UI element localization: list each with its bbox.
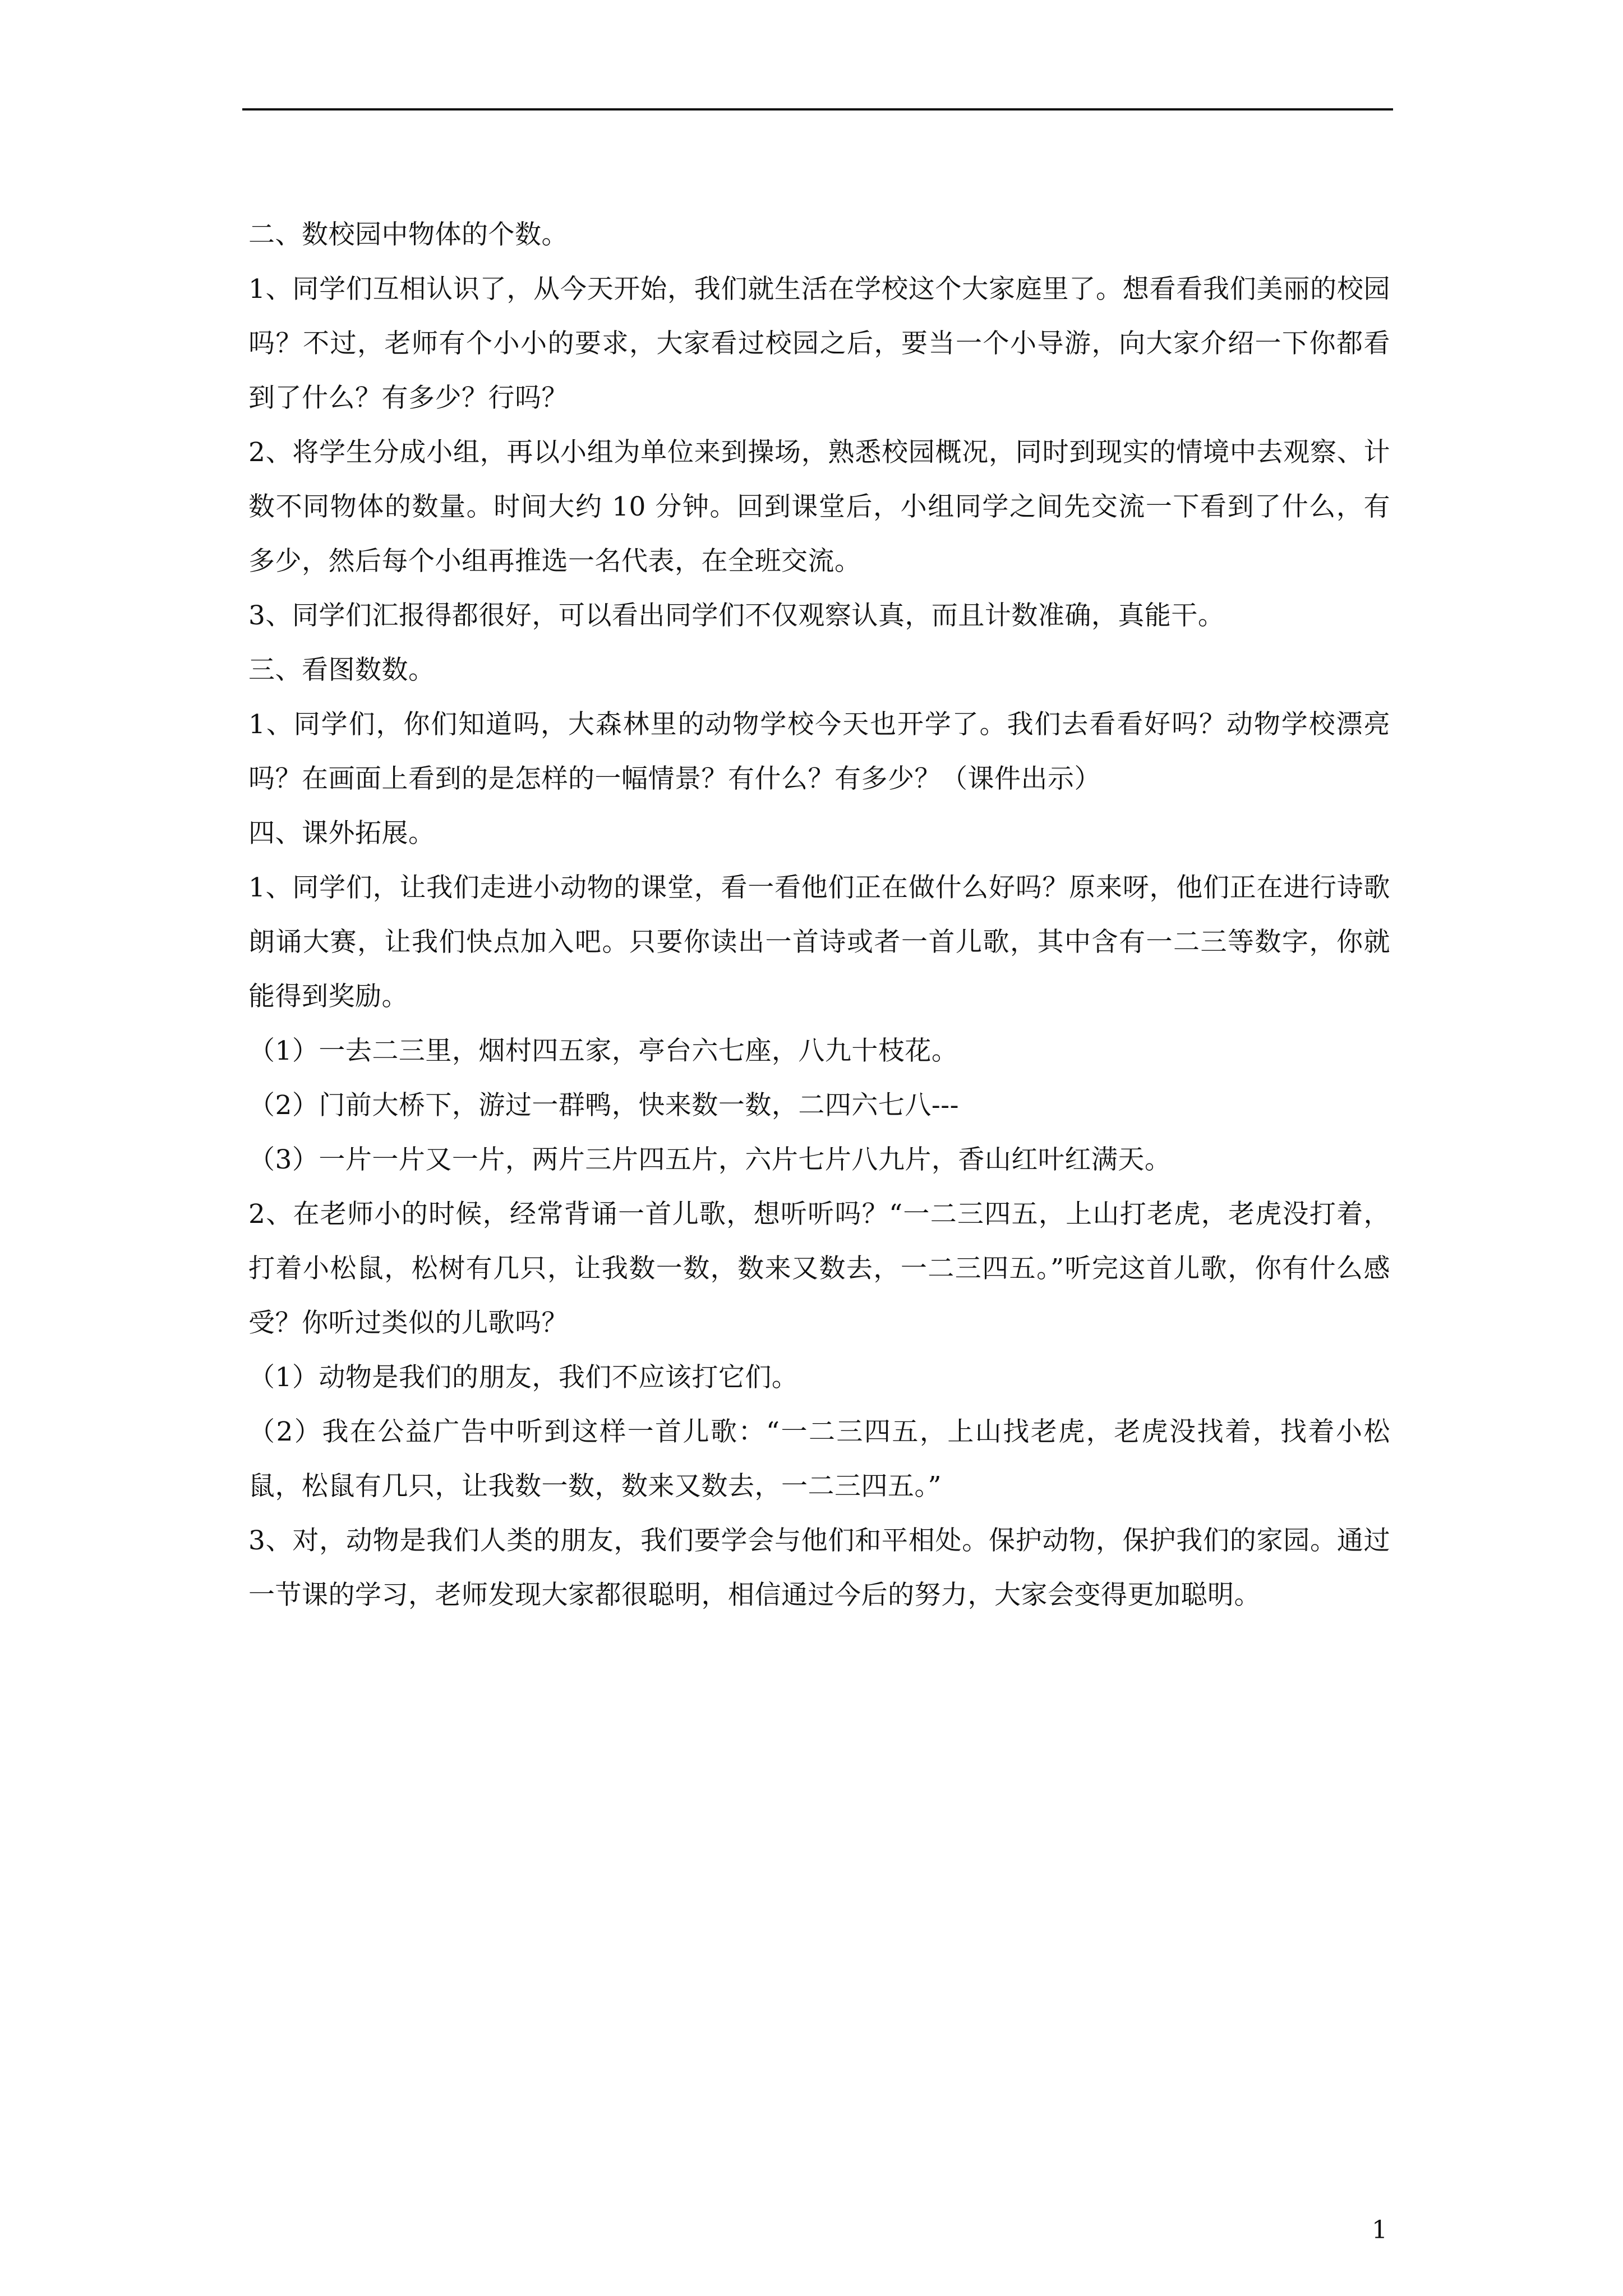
document-body [248, 208, 1390, 1622]
poem-line: （1）一去二三里，烟村四五家，亭台六七座，八九十枝花。 [248, 1036, 958, 1066]
response-line: （2）我在公益广告中听到这样一首儿歌：“一二三四五，上山找老虎，老虎没找着，找着小松鼠，松鼠有几只，让我数一数，数来又数去，一二三四五。” [248, 1416, 1390, 1502]
paragraph: 3、同学们汇报得都很好，可以看出同学们不仅观察认真，而且计数准确，真能干。 [248, 600, 1225, 631]
section-heading-2: 二、数校园中物体的个数。 [248, 219, 568, 250]
paragraph: 1、同学们，你们知道吗，大森林里的动物学校今天也开学了。我们去看看好吗？动物学校漂亮吗？在画面上看到的是怎样的一幅情景？有什么？有多少？（课件出示） [248, 709, 1390, 794]
poem-line: （2）门前大桥下，游过一群鸭，快来数一数，二四六七八--- [248, 1090, 960, 1121]
paragraph: 1、同学们互相认识了，从今天开始，我们就生活在学校这个大家庭里了。想看看我们美丽的校园吗？不过，老师有个小小的要求，大家看过校园之后，要当一个小导游，向大家介绍一下你都看到了什么？有多少？行吗？ [248, 274, 1390, 413]
response-line: （1）动物是我们的朋友，我们不应该打它们。 [248, 1362, 799, 1393]
paragraph: 3、对，动物是我们人类的朋友，我们要学会与他们和平相处。保护动物，保护我们的家园。通过一节课的学习，老师发现大家都很聪明，相信通过今后的努力，大家会变得更加聪明。 [248, 1525, 1390, 1611]
paragraph: 2、在老师小的时候，经常背诵一首儿歌，想听听吗？“一二三四五，上山打老虎，老虎没打着，打着小松鼠，松树有几只，让我数一数，数来又数去，一二三四五。”听完这首儿歌，你有什么感受？你听过类似的儿歌吗？ [248, 1199, 1390, 1338]
header-rule [242, 108, 1393, 111]
section-heading-4: 四、课外拓展。 [248, 818, 435, 849]
poem-line: （3）一片一片又一片，两片三片四五片，六片七片八九片，香山红叶红满天。 [248, 1144, 1172, 1175]
paragraph: 2、将学生分成小组，再以小组为单位来到操场，熟悉校园概况，同时到现实的情境中去观察、计数不同物体的数量。时间大约 10 分钟。回到课堂后，小组同学之间先交流一下看到了什么，有多少，然后每个小组再推选一名代表，在全班交流。 [248, 437, 1390, 577]
section-heading-3: 三、看图数数。 [248, 655, 435, 685]
paragraph: 1、同学们，让我们走进小动物的课堂，看一看他们正在做什么好吗？原来呀，他们正在进行诗歌朗诵大赛，让我们快点加入吧。只要你读出一首诗或者一首儿歌，其中含有一二三等数字，你就能得到奖励。 [248, 872, 1390, 1012]
page-number: 1 [1372, 2216, 1387, 2244]
